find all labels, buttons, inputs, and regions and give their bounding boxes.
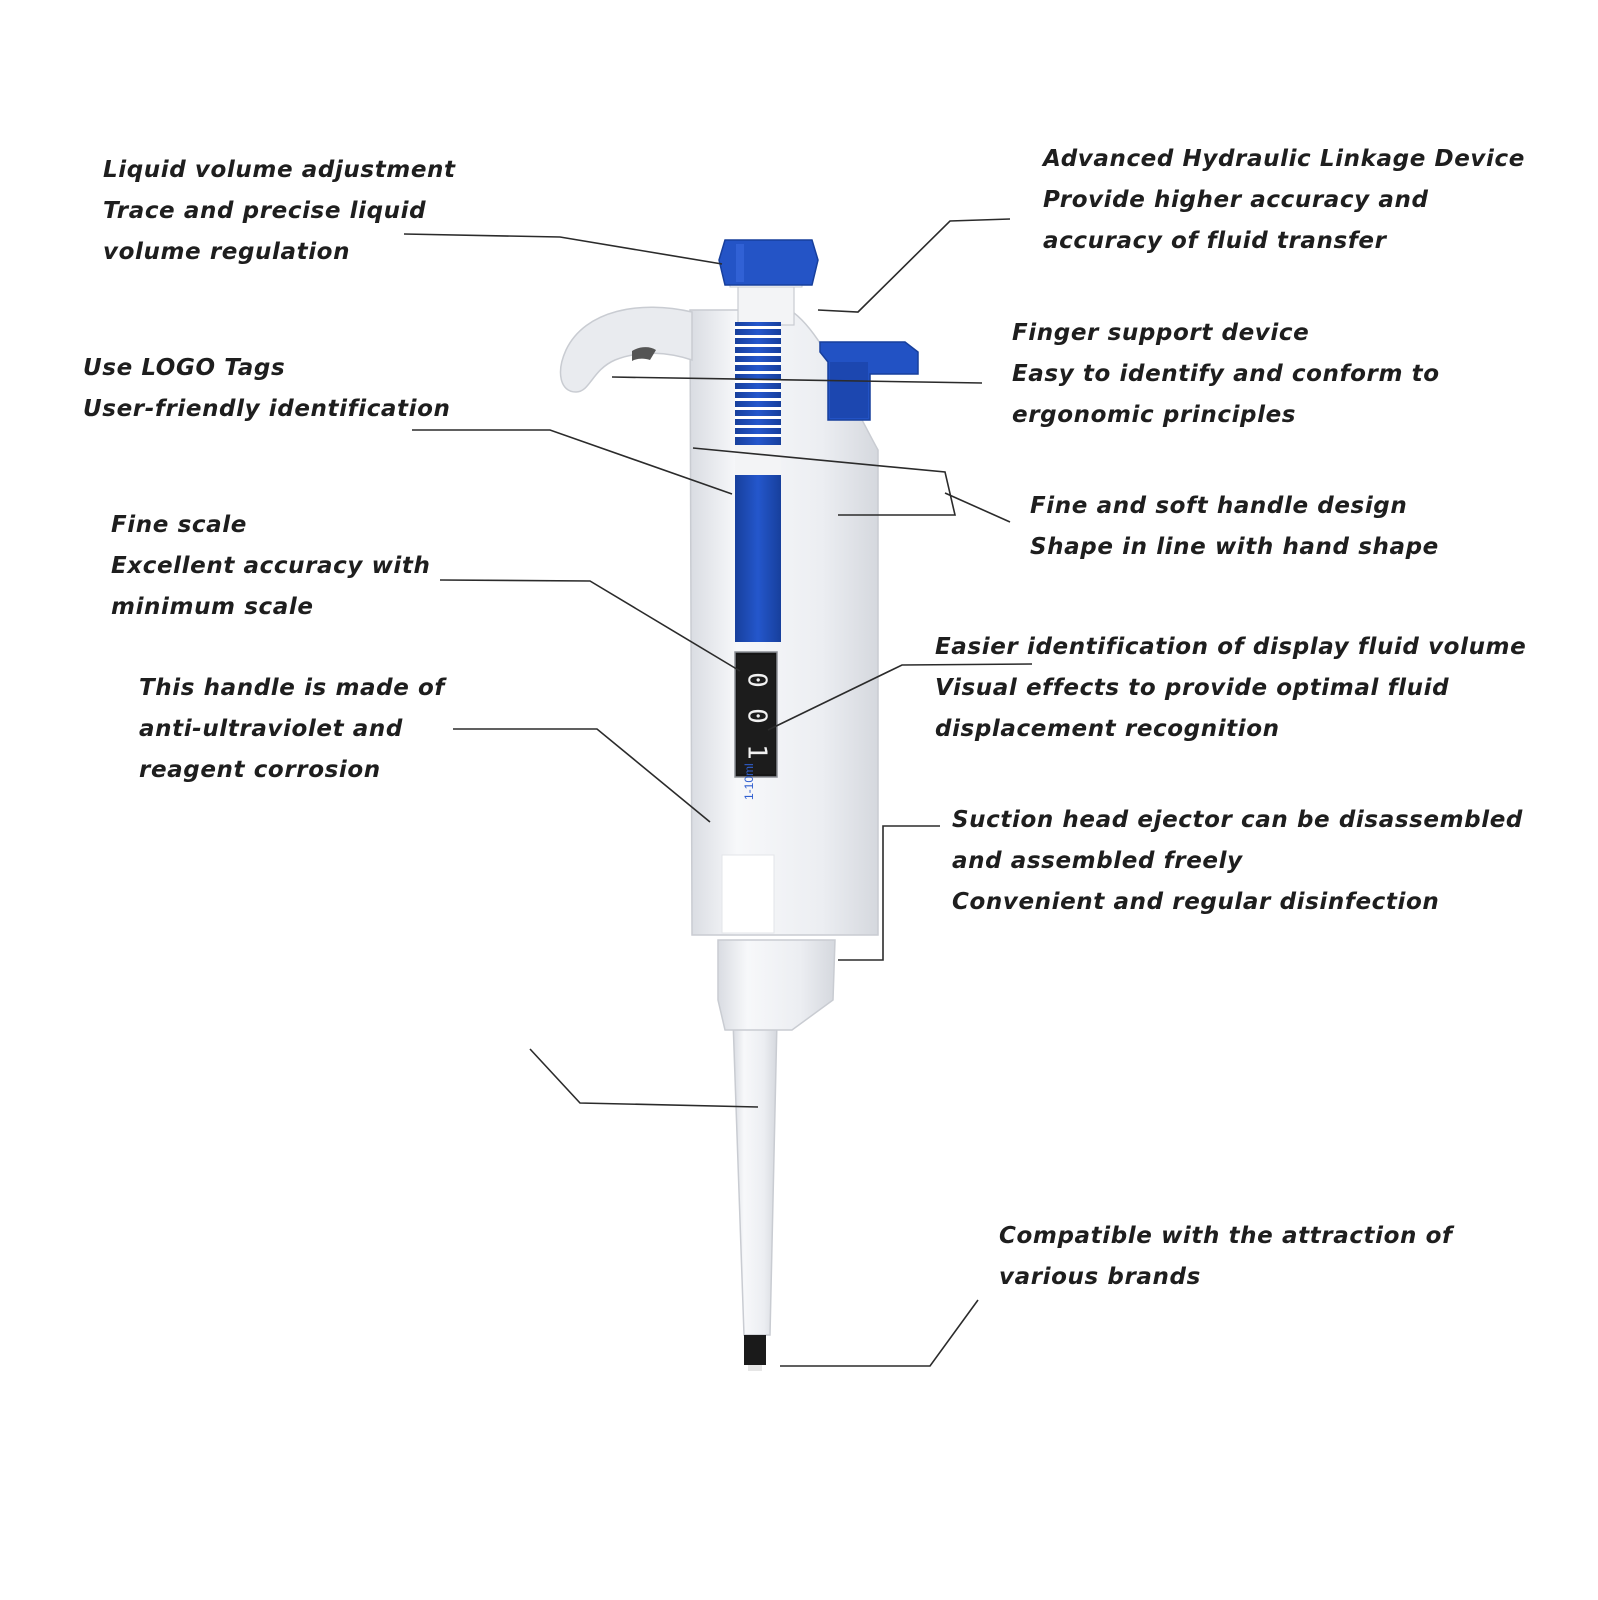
label-area	[722, 855, 774, 933]
grip-rib	[735, 371, 781, 374]
finger-hook	[561, 307, 692, 392]
callout-line: Compatible with the attraction of	[999, 1223, 1453, 1249]
callout-line: Finger support device	[1012, 320, 1310, 346]
grip-rib	[735, 362, 781, 365]
callout-compatible	[999, 1216, 1453, 1298]
callout-line: anti-ultraviolet and	[139, 716, 403, 742]
grip-rib	[735, 398, 781, 401]
callout-finger-support	[1012, 313, 1440, 436]
callout-ejector	[952, 800, 1523, 923]
grip-rib	[735, 380, 781, 383]
callout-line: accuracy of fluid transfer	[1043, 228, 1387, 254]
callout-line: Easier identification of display fluid volume	[935, 634, 1527, 660]
pipette-tip	[733, 1020, 777, 1371]
callout-logo-tags	[83, 348, 451, 430]
grip-rib	[735, 407, 781, 410]
volume-display	[735, 652, 777, 777]
callout-line: minimum scale	[111, 594, 314, 620]
callout-line: Provide higher accuracy and	[1043, 187, 1429, 213]
callout-line: ergonomic principles	[1012, 402, 1297, 428]
callout-line: reagent corrosion	[139, 757, 381, 783]
callout-line: Shape in line with hand shape	[1030, 534, 1439, 560]
callout-line: Fine and soft handle design	[1030, 493, 1408, 519]
callout-line: Fine scale	[111, 512, 247, 538]
callout-line: Trace and precise liquid	[103, 198, 427, 224]
grip-rib	[735, 389, 781, 392]
grip-rib	[735, 434, 781, 437]
callout-line: displacement recognition	[935, 716, 1280, 742]
callout-line: various brands	[999, 1264, 1201, 1290]
tip-cone-black	[744, 1335, 766, 1365]
display-digit: 1	[741, 744, 772, 760]
callout-volume-adjustment	[103, 150, 456, 273]
callout-line: Liquid volume adjustment	[103, 157, 456, 183]
callout-handle-design	[1030, 486, 1439, 568]
grip-rib	[735, 326, 781, 329]
grip-rib	[735, 416, 781, 419]
stripe-gap	[735, 445, 781, 475]
display-digit: 0	[741, 708, 772, 724]
display-digit: 0	[741, 672, 772, 688]
grip-rib	[735, 353, 781, 356]
suction-head-ejector	[718, 940, 835, 1030]
callout-line: Suction head ejector can be disassembled	[952, 807, 1523, 833]
grip-rib	[735, 425, 781, 428]
grip-rib	[735, 335, 781, 338]
callout-anti-uv	[139, 668, 445, 791]
callout-line: User-friendly identification	[83, 396, 451, 422]
callout-line: Advanced Hydraulic Linkage Device	[1043, 146, 1525, 172]
callout-line: Excellent accuracy with	[111, 553, 431, 579]
callout-fine-scale	[111, 505, 430, 628]
callout-hydraulic-linkage	[1043, 139, 1525, 262]
callout-display-volume	[935, 627, 1526, 750]
callout-line: Visual effects to provide optimal fluid	[935, 675, 1450, 701]
callout-line: This handle is made of	[139, 675, 446, 701]
volume-adjust-knob	[719, 240, 818, 285]
callout-line: Convenient and regular disinfection	[952, 889, 1440, 915]
logo-stripe	[735, 322, 781, 642]
callout-line: Easy to identify and conform to	[1012, 361, 1440, 387]
callout-line: Use LOGO Tags	[83, 355, 286, 381]
callout-line: and assembled freely	[952, 848, 1243, 874]
callout-line: volume regulation	[103, 239, 351, 265]
grip-rib	[735, 344, 781, 347]
range-label: 1-10ml	[742, 763, 756, 800]
